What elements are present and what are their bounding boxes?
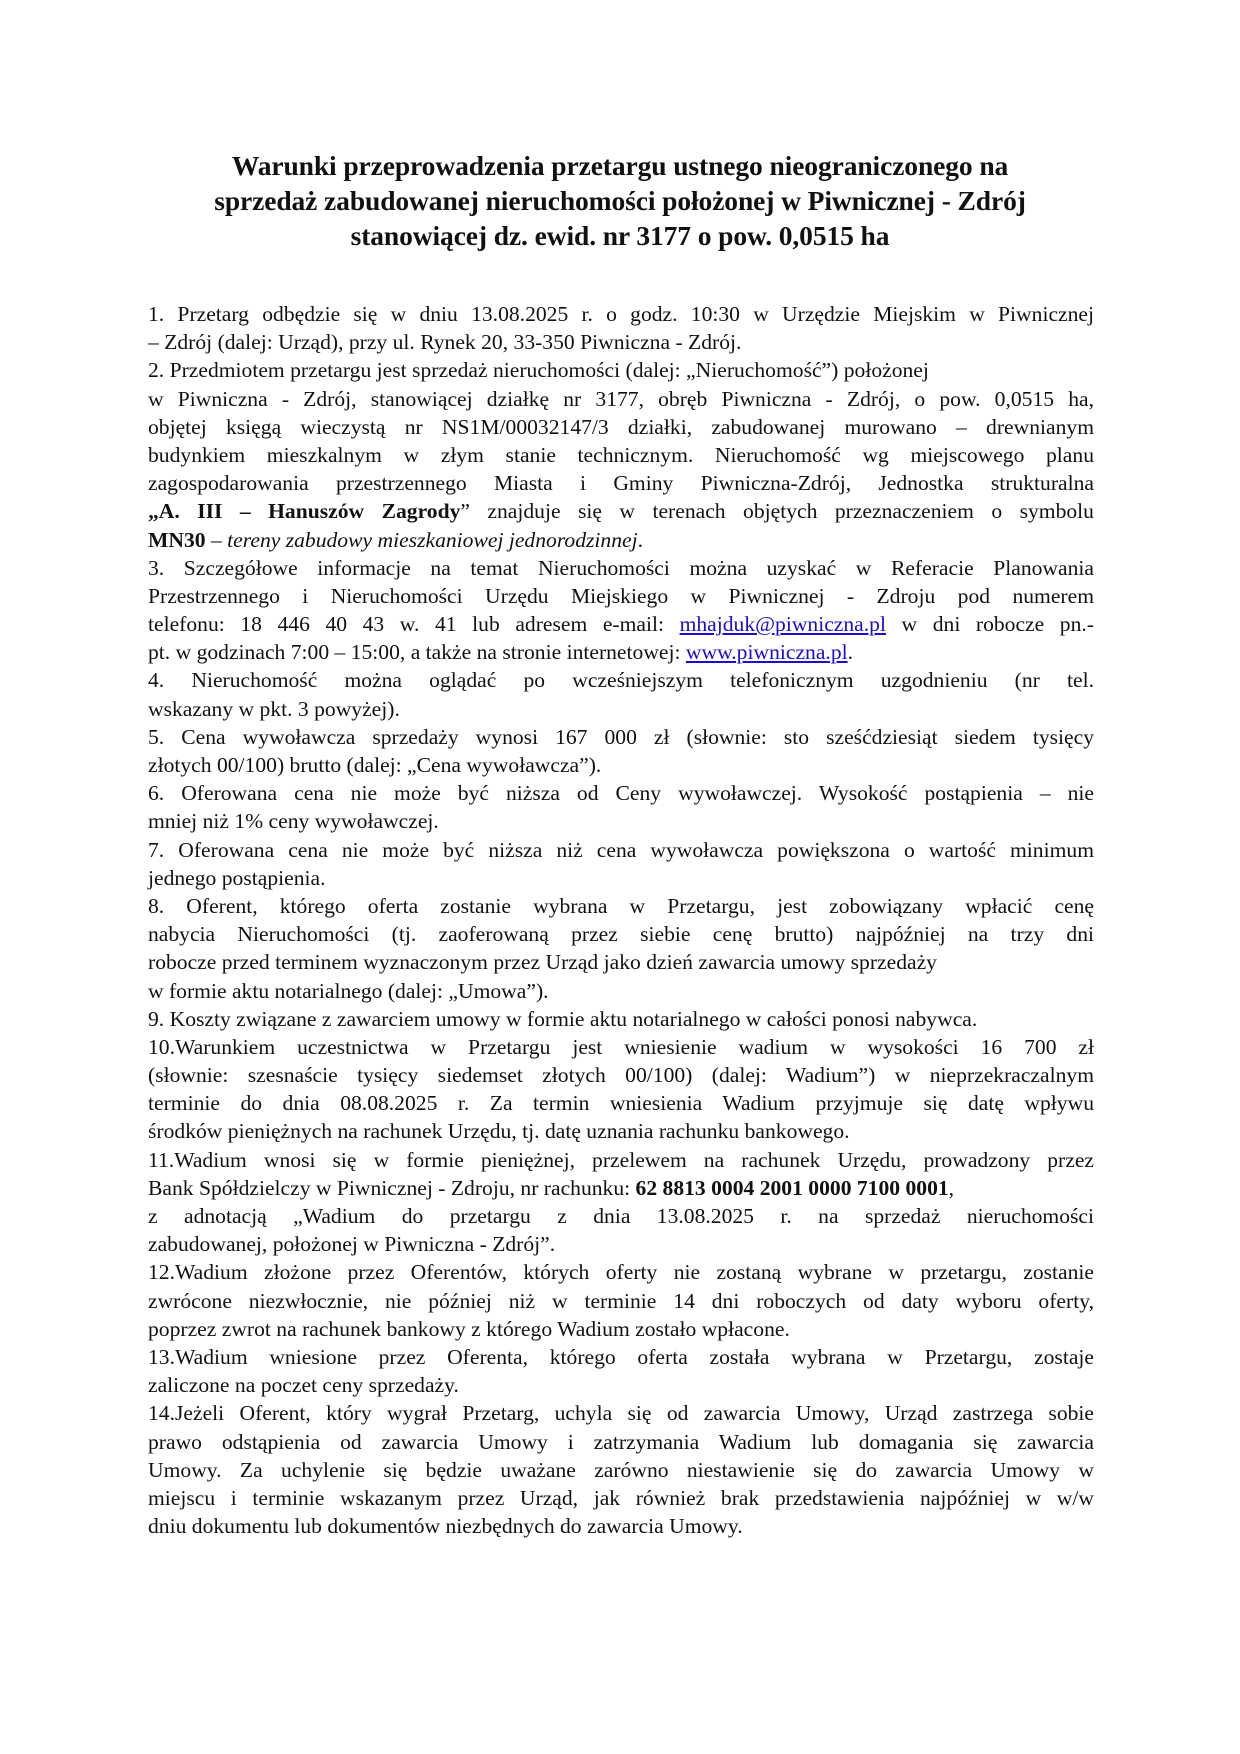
paragraph-10: [148, 1033, 1094, 1146]
text-line: 11.Wadium wnosi się w formie pieniężnej, przelewem na rachunek Urzędu, prowadzony przez: [148, 1147, 1094, 1172]
title-line: sprzedaż zabudowanej nieruchomości położonej w Piwnicznej - Zdrój: [214, 185, 1026, 216]
text-line: [148, 526, 1094, 554]
text-line: [148, 1174, 1094, 1202]
text-line: zwrócone niezwłocznie, nie później niż w terminie 14 dni roboczych od daty wyboru oferty,: [148, 1288, 1094, 1313]
text-line: w formie aktu notarialnego (dalej: „Umowa”).: [148, 978, 549, 1003]
text-line: miejscu i terminie wskazanym przez Urząd, jak również brak przedstawienia najpóźniej w w/w: [148, 1485, 1094, 1510]
paragraph-6: [148, 779, 1094, 835]
text-line: zagospodarowania przestrzennego Miasta i Gminy Piwniczna-Zdrój, Jednostka strukturalna: [148, 471, 1094, 496]
paragraph-7: [148, 836, 1094, 892]
text-run: ,: [948, 1175, 955, 1200]
paragraph-12: [148, 1258, 1094, 1343]
text-line: złotych 00/100) brutto (dalej: „Cena wywoławcza”).: [148, 753, 602, 777]
text-run: pt. w godzinach 7:00 – 15:00, a także na stronie internetowej:: [148, 640, 686, 665]
paragraph-1: [148, 300, 1094, 356]
paragraph-3: [148, 554, 1094, 667]
paragraph-5: [148, 723, 1094, 779]
text-line: robocze przed terminem wyznaczonym przez Urząd jako dzień zawarcia umowy sprzedaży: [148, 950, 937, 975]
text-line: terminie do dnia 08.08.2025 r. Za termin wniesienia Wadium przyjmuje się datę wpływu: [148, 1091, 1094, 1116]
text-line: 14.Jeżeli Oferent, który wygrał Przetarg, uchyla się od zawarcia Umowy, Urząd zastrzega sobie: [148, 1401, 1094, 1426]
text-line: 10.Warunkiem uczestnictwa w Przetargu jest wniesienie wadium w wysokości 16 700 zł: [148, 1034, 1094, 1059]
paragraph-4: [148, 666, 1094, 722]
text-run: .: [637, 527, 643, 552]
title-line: stanowiącej dz. ewid. nr 3177 o pow. 0,0515 ha: [350, 220, 890, 251]
text-line: poprzez zwrot na rachunek bankowy z którego Wadium zostało wpłacone.: [148, 1316, 790, 1341]
text-line: 2. Przedmiotem przetargu jest sprzedaż nieruchomości (dalej: „Nieruchomość”) położonej: [148, 358, 929, 383]
zone-symbol: MN30: [148, 527, 206, 552]
text-line: – Zdrój (dalej: Urząd), przy ul. Rynek 20, 33-350 Piwniczna - Zdrój.: [148, 330, 742, 355]
text-line: jednego postąpienia.: [148, 865, 326, 890]
paragraph-9: [148, 1005, 1094, 1033]
text-line: 12.Wadium złożone przez Oferentów, których oferty nie zostaną wybrane w przetargu, zostanie: [148, 1260, 1094, 1285]
text-line: prawo odstąpienia od zawarcia Umowy i zatrzymania Wadium lub domagania się zawarcia: [148, 1429, 1094, 1454]
text-line: objętej księgą wieczystą nr NS1M/00032147/3 działki, zabudowanej murowano – drewnianym: [148, 414, 1094, 439]
text-line: wskazany w pkt. 3 powyżej).: [148, 696, 400, 721]
text-run: ” znajduje się w terenach objętych przeznaczeniem o symbolu: [460, 499, 1094, 524]
document-title: [150, 148, 1090, 253]
text-line: z adnotacją „Wadium do przetargu z dnia 13.08.2025 r. na sprzedaż nieruchomości: [148, 1204, 1094, 1228]
paragraph-14: [148, 1399, 1094, 1540]
paragraph-13: [148, 1343, 1094, 1399]
zone-name: „A. III – Hanuszów Zagrody: [148, 499, 461, 524]
text-line: zabudowanej, położonej w Piwniczna - Zdrój”.: [148, 1232, 556, 1257]
zone-description: tereny zabudowy mieszkaniowej jednorodzinnej: [227, 527, 638, 552]
paragraph-11: [148, 1146, 1094, 1259]
document-body: [148, 300, 1094, 1540]
text-line: 6. Oferowana cena nie może być niższa od Ceny wywoławczej. Wysokość postąpienia – nie: [148, 781, 1094, 806]
text-line: 13.Wadium wniesione przez Oferenta, którego oferta została wybrana w Przetargu, zostaje: [148, 1344, 1094, 1369]
title-line: Warunki przeprowadzenia przetargu ustnego nieograniczonego na: [231, 150, 1009, 181]
text-line: dniu dokumentu lub dokumentów niezbędnych do zawarcia Umowy.: [148, 1514, 743, 1539]
text-line: Przestrzennego i Nieruchomości Urzędu Miejskiego w Piwnicznej - Zdroju pod numerem: [148, 583, 1094, 608]
text-run: Bank Spółdzielczy w Piwnicznej - Zdroju, nr rachunku:: [148, 1175, 636, 1200]
text-line: nabycia Nieruchomości (tj. zaoferowaną przez siebie cenę brutto) najpóźniej na trzy dni: [148, 922, 1094, 947]
text-line: mniej niż 1% ceny wywoławczej.: [148, 809, 439, 834]
text-line: w Piwniczna - Zdrój, stanowiącej działkę nr 3177, obręb Piwniczna - Zdrój, o pow. 0,0515 ha,: [148, 386, 1094, 411]
paragraph-8: [148, 892, 1094, 1005]
text-line: 8. Oferent, którego oferta zostanie wybrana w Przetargu, jest zobowiązany wpłacić cenę: [148, 893, 1094, 918]
bank-account-number: 62 8813 0004 2001 0000 7100 0001: [635, 1175, 949, 1200]
text-line: zaliczone na poczet ceny sprzedaży.: [148, 1373, 459, 1398]
text-line: 4. Nieruchomość można oglądać po wcześniejszym telefonicznym uzgodnieniu (nr tel.: [148, 668, 1094, 693]
text-line: 3. Szczegółowe informacje na temat Nieruchomości można uzyskać w Referacie Planowania: [148, 555, 1094, 580]
text-line: 9. Koszty związane z zawarciem umowy w formie aktu notarialnego w całości ponosi nabywca.: [148, 1006, 978, 1031]
text-run: telefonu: 18 446 40 43 w. 41 lub adresem e-mail:: [148, 612, 680, 637]
text-line: [148, 497, 1094, 525]
text-line: (słownie: szesnaście tysięcy siedemset złotych 00/100) (dalej: Wadium”) w nieprzekraczalnym: [148, 1063, 1094, 1088]
text-line: 1. Przetarg odbędzie się w dniu 13.08.2025 r. o godz. 10:30 w Urzędzie Miejskim w Piwnicznej: [148, 302, 1094, 326]
text-line: 5. Cena wywoławcza sprzedaży wynosi 167 000 zł (słownie: sto sześćdziesiąt siedem tysięcy: [148, 724, 1094, 749]
text-line: środków pieniężnych na rachunek Urzędu, tj. datę uznania rachunku bankowego.: [148, 1119, 850, 1144]
website-link[interactable]: www.piwniczna.pl: [685, 640, 848, 665]
text-line: [148, 610, 1094, 638]
text-line: 7. Oferowana cena nie może być niższa niż cena wywoławcza powiększona o wartość minimum: [148, 837, 1094, 862]
text-run: .: [847, 640, 854, 665]
paragraph-2: [148, 356, 1094, 553]
text-run: w dni robocze pn.-: [885, 612, 1094, 637]
text-line: Umowy. Za uchylenie się będzie uważane zarówno niestawienie się do zawarcia Umowy w: [148, 1457, 1094, 1482]
email-link[interactable]: mhajduk@piwniczna.pl: [679, 612, 886, 637]
text-line: budynkiem mieszkalnym w złym stanie technicznym. Nieruchomość wg miejscowego planu: [148, 442, 1094, 467]
text-run: –: [205, 527, 228, 552]
text-line: [148, 638, 1094, 666]
